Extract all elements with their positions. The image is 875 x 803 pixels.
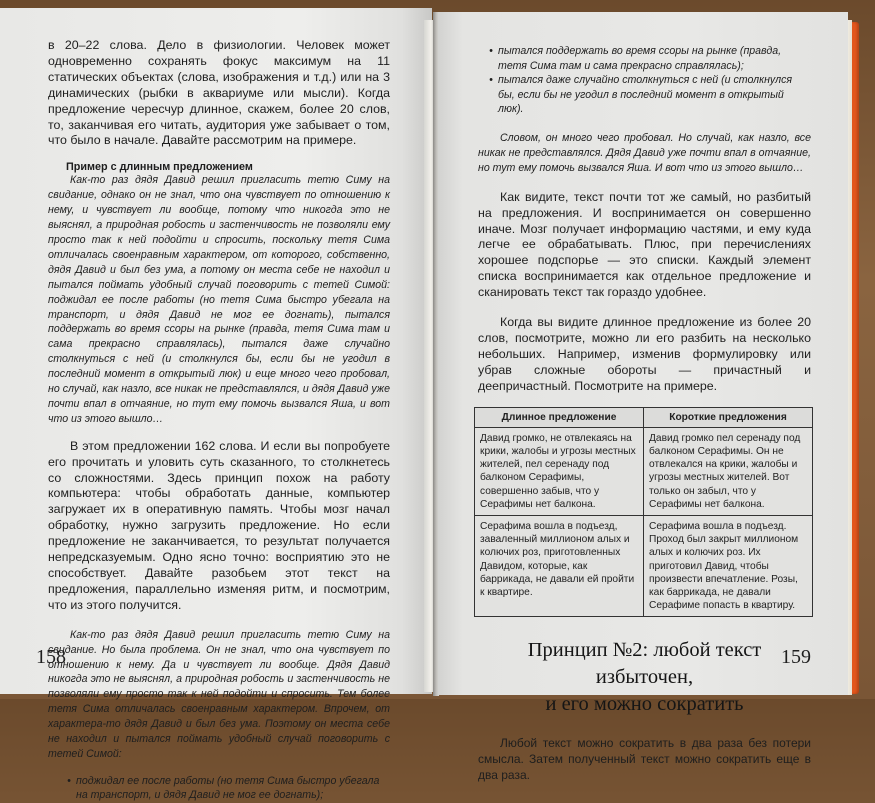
table-cell: Давид громко пел серенаду под балконом Серафимы. Он не отвлекался на крики, жалобы и угрозы местных жителей. Вот только он забыл, что у Серафимы нет балкона. <box>644 427 813 515</box>
bullet-text: пытался поддержать во время ссоры на рынке (правда, тетя Сима там и сама прекрасно справлялась); <box>498 45 782 72</box>
bullet-text: поджидал ее после работы (но тетя Сима быстро убегала на транспорт, и дядя Давид не мог ее догнать); <box>76 774 380 802</box>
right-page-content <box>478 44 811 784</box>
column-header-short: Короткие предложения <box>644 407 813 427</box>
intro-paragraph: в 20–22 слова. Дело в физиологии. Человек может одновременно сохранять фокус максимум на 11 статических объектах (слова, изображения и т.д.) или на 3 динамических (рыбки в аквариуме или мысли). Когда предложение чересчур длинное, скажем, более 20 слов, то, заканчивая его читать, аудитория уже забывает о том, что было в начале. Давайте рассмотрим на примере. <box>48 38 390 148</box>
analysis-paragraph: В этом предложении 162 слова. И если вы попробуете его прочитать и уловить суть сказанного, то столкнетесь со сложностями. Здесь принцип похож на работу компьютера: чтобы обработать данные, компьютер загружает их в оперативную память. Чтобы мозг начал обработку, нужно загрузить предложение. Но если предложение не заканчивается, то результат получается непредсказуемым. Одно ясно точно: восприятию это не способствует. Давайте разобьем этот текст на предложения, параллельно изменяя ритм, и посмотрим, что из этого получится. <box>48 438 390 612</box>
list-item <box>484 44 811 73</box>
conclusion-example-text: Словом, он много чего пробовал. Но случай, как назло, все никак не представлялся. Дядя Давид уже почти впал в отчаяние, но тут ему помочь вызвался Яша. И вот что из этого вышло… <box>478 131 811 174</box>
split-example-text: Как-то раз дядя Давид решил пригласить тетю Симу на свидание. Но была проблема. Он не знал, что она чувствует по отношению к нему. Да и чувствует ли вообще. Дядя Давид никогда это не выяснял, а природная робость и застенчивость не позволяли ему просто так к ней подойти и спросить. Тем более тетя Сима отличалась своенравным характером. Впрочем, от характера-то дядя Давид и был без ума. Поэтому он места себе не находил и пытался поймать удобный случай поговорить с тетей Симой: <box>48 628 390 760</box>
comparison-table <box>474 407 813 618</box>
list-item <box>62 774 390 803</box>
table-cell: Серафима вошла в подъезд. Проход был закрыт миллионом алых и колючих роз. Их приготовил Давид, чтобы произвести впечатление. Розы, как баррикада, не давали Серафиме попасть в квартиру. <box>644 515 813 616</box>
list-item <box>484 73 811 117</box>
table-row <box>475 427 813 515</box>
bullet-text: пытался даже случайно столкнуться с ней (и столкнулся бы, если бы не угодил в последний момент в открытый люк). <box>498 74 793 116</box>
principle-heading <box>478 637 811 718</box>
bullet-icon: • <box>489 74 493 87</box>
table-row <box>475 515 813 616</box>
bullet-icon: • <box>489 45 493 57</box>
left-page <box>0 8 432 802</box>
bullet-icon: • <box>67 774 71 787</box>
page-number-right: 159 <box>781 646 811 668</box>
table-cell: Давид громко, не отвлекаясь на крики, жалобы и угрозы местных жителей, пел серенаду под балконом Серафимы, совершенно забыв, что у Серафимы нет балкона. <box>475 427 644 515</box>
table-cell: Серафима вошла в подъезд, заваленный миллионом алых и колючих роз, приготовленных Давидом, которые, как баррикада, не давали ей пройти к квартире. <box>475 515 644 616</box>
paragraph-lists: Как видите, текст почти тот же самый, но разбитый на предложения. И воспринимается он совершенно иначе. Мозг получает информацию частями, и ему куда легче ее обрабатывать. Плюс, при перечислениях хорошее подспорье — это списки. Каждый элемент списка воспринимается как отдельное предложение и сканировать текст так гораздо удобнее. <box>478 189 811 300</box>
paragraph-reduce: Любой текст можно сократить в два раза без потери смысла. Затем полученный текст можно сократить еще в два раза. <box>478 736 811 783</box>
page-number-left: 158 <box>36 646 66 668</box>
paragraph-split-sentences: Когда вы видите длинное предложение из более 20 слов, посмотрите, можно ли его разбить на несколько небольших. Например, изменив формулировку или убрав сложные обороты — причастный и деепричастный. Посмотрите на примере. <box>478 315 811 393</box>
table-header-row <box>475 407 813 427</box>
column-header-long: Длинное предложение <box>475 407 644 427</box>
example-heading: Пример с длинным предложением <box>66 161 253 174</box>
left-page-content <box>48 38 390 803</box>
principle-heading-line-1: Принцип №2: любой текст избыточен, <box>527 639 762 689</box>
principle-heading-line-2: и его можно сократить <box>545 693 744 716</box>
long-example-text: Как-то раз дядя Давид решил пригласить тетю Симу на свидание, однако он не знал, что она чувствует по отношению к нему, и чувствует ли вообще, потому что никогда это не выяснял, а природная робость и застенчивость не позволяли ему просто так к ней подойти и спросить, поскольку тетя Сима отличалась своенравным характером, от которого, собственно, дядя Давид и был без ума, а потому он места себе не находил и пытался поймать удобный случай поговорить с тетей Симой: поджидал ее после работы (но тетя Сима быстро убегала на транспорт, и дядя Давид не мог ее догнать), пытался поддержать во время ссоры на рынке (правда, тетя Сима там и сама прекрасно справлялась), пытался даже случайно столкнуться с ней (и столкнулся бы, если бы не угодил в последний момент в открытый люк) и еще много чего пробовал, но случай, как назло, все никак не представлялся, и дядя Давид уже почти впал в отчаяние, но тут ему помочь вызвался Яша, и вот что из этого вышло… <box>48 174 390 425</box>
